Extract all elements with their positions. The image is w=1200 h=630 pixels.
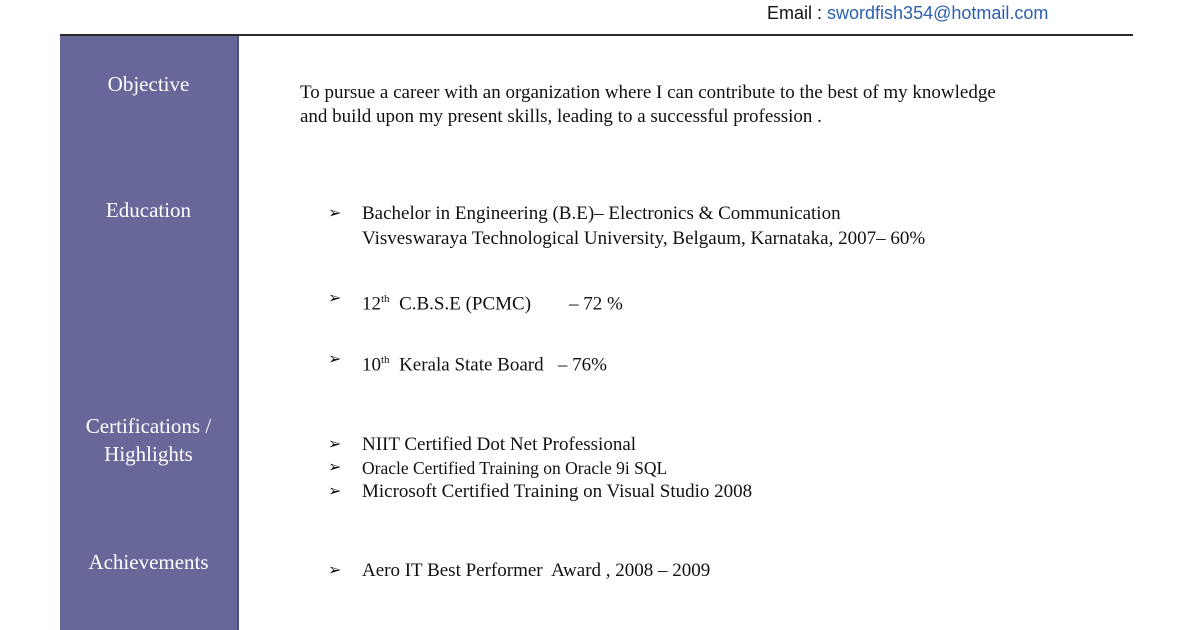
education-degree: Bachelor in Engineering (B.E)– Electronics & Communication [362,203,841,224]
objective-text: To pursue a career with an organization where I can contribute to the best of my knowledge and build upon my present skills, leading to a successful profession . [300,82,996,127]
bullet-arrow-icon: ➢ [328,436,342,453]
achievements-heading: Achievements [88,550,209,574]
achievement-item: Aero IT Best Performer Award , 2008 – 2009 [362,560,711,581]
education-12th-suffix: th [381,293,390,305]
education-12th-number: 12 [362,293,381,315]
certification-item: Oracle Certified Training on Oracle 9i SQL [362,458,668,478]
email-line [767,3,1048,24]
education-10th-detail: Kerala State Board – 76% [389,354,607,376]
education-12th [362,287,623,316]
certification-item: NIIT Certified Dot Net Professional [362,434,637,455]
certifications-heading-line1: Certifications / [85,414,212,438]
bullet-arrow-icon: ➢ [328,459,342,476]
education-university: Visveswaraya Technological University, Belgaum, Karnataka, 2007– 60% [362,228,926,249]
education-heading: Education [105,198,192,222]
certification-item: Microsoft Certified Training on Visual Studio 2008 [362,481,753,502]
email-separator: : [812,3,828,23]
education-10th [362,348,607,377]
certifications-heading-line2: Highlights [104,442,193,466]
education-10th-suffix: th [381,354,390,366]
education-12th-detail: C.B.S.E (PCMC) – 72 % [389,293,623,315]
bullet-arrow-icon: ➢ [328,562,342,579]
bullet-arrow-icon: ➢ [328,290,342,307]
section-sidebar [60,36,239,630]
email-link[interactable]: swordfish354@hotmail.com [827,3,1049,23]
objective-heading: Objective [107,72,190,96]
bullet-arrow-icon: ➢ [328,483,342,500]
bullet-arrow-icon: ➢ [328,205,342,222]
education-10th-number: 10 [362,354,381,376]
email-label: Email [767,3,813,23]
bullet-arrow-icon: ➢ [328,351,342,368]
